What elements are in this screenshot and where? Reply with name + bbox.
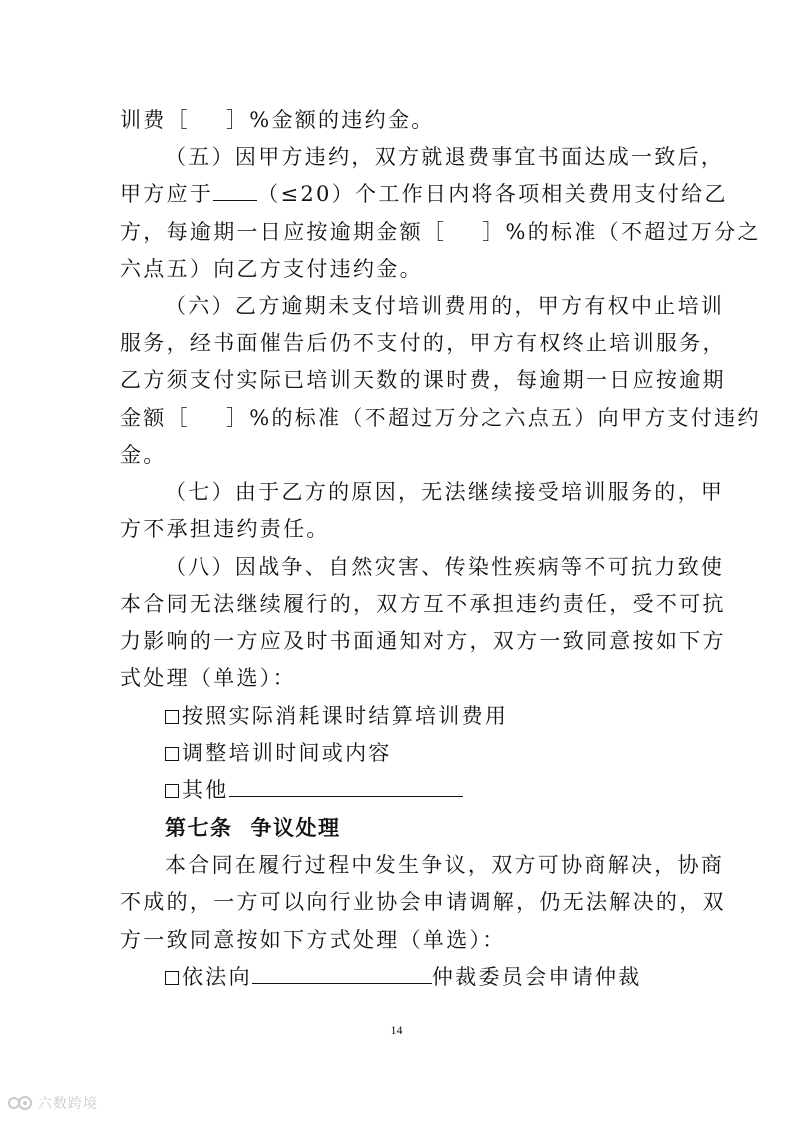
clause-7-line: （七）由于乙方的原因，无法继续接受培训服务的，甲	[165, 480, 725, 504]
clause-5-line: （五）因甲方违约，双方就退费事宜书面达成一致后，	[165, 145, 725, 169]
fill-blank-underline[interactable]	[213, 180, 257, 201]
option-label: 调整培训时间或内容	[182, 741, 392, 765]
checkbox-icon[interactable]	[165, 747, 179, 761]
option-label: 按照实际消耗课时结算培训费用	[182, 704, 509, 728]
option-label: 仲裁委员会申请仲裁	[431, 965, 642, 989]
text-line: 力影响的一方应及时书面通知对方，双方一致同意按如下方	[120, 629, 726, 653]
text-line: 本合同在履行过程中发生争议，双方可协商解决，协商	[165, 853, 725, 877]
option-label: 其他	[182, 778, 229, 802]
text-line	[120, 404, 761, 432]
option-item[interactable]	[165, 739, 392, 767]
page-number: 14	[390, 1023, 403, 1037]
checkbox-icon[interactable]	[165, 710, 179, 724]
text-line: 服务，经书面催告后仍不支付的，甲方有权终止培训服务，	[120, 331, 726, 355]
text-line	[120, 180, 728, 208]
text-span: 训费［	[120, 108, 190, 132]
text-line: 乙方须支付实际已培训天数的课时费，每逾期一日应按逾期	[120, 368, 726, 392]
option-item[interactable]	[165, 702, 508, 730]
article-heading	[165, 814, 341, 842]
text-line: 方一致同意按如下方式处理（单选）：	[120, 928, 506, 952]
watermark-logo-icon	[8, 1094, 34, 1112]
option-label: 依法向	[182, 965, 252, 989]
watermark	[8, 1093, 98, 1113]
text-span: 方，每逾期一日应按逾期金额［	[120, 220, 447, 244]
arbitration-input-underline[interactable]	[252, 963, 432, 984]
article-title: 争议处理	[250, 816, 341, 840]
option-item[interactable]	[165, 776, 463, 804]
article-number: 第七条	[165, 816, 233, 840]
text-line: 式处理（单选）：	[120, 666, 296, 690]
text-line	[120, 106, 435, 134]
text-line: 六点五）向乙方支付违约金。	[120, 257, 423, 281]
text-span: 金额［	[120, 406, 190, 430]
text-line: 本合同无法继续履行的，双方互不承担违约责任，受不可抗	[120, 592, 726, 616]
text-line	[120, 218, 761, 246]
text-line: 金。	[120, 443, 167, 467]
clause-8-line: （八）因战争、自然灾害、传染性疾病等不可抗力致使	[165, 555, 725, 579]
text-span: ］%金额的违约金。	[225, 108, 435, 132]
other-input-underline[interactable]	[229, 776, 463, 797]
checkbox-icon[interactable]	[165, 971, 179, 985]
text-line: 不成的，一方可以向行业协会申请调解，仍无法解决的，双	[120, 890, 726, 914]
text-span: 甲方应于	[120, 182, 214, 206]
text-span: （≤20）个工作日内将各项相关费用支付给乙	[257, 182, 728, 206]
clause-6-line: （六）乙方逾期未支付培训费用的，甲方有权中止培训	[165, 294, 725, 318]
checkbox-icon[interactable]	[165, 784, 179, 798]
option-item[interactable]	[165, 963, 642, 991]
text-span: ］%的标准（不超过万分之六点五）向甲方支付违约	[225, 406, 761, 430]
text-span: ］%的标准（不超过万分之	[482, 220, 761, 244]
watermark-text: 六数跨境	[38, 1096, 98, 1112]
text-line: 方不承担违约责任。	[120, 517, 330, 541]
